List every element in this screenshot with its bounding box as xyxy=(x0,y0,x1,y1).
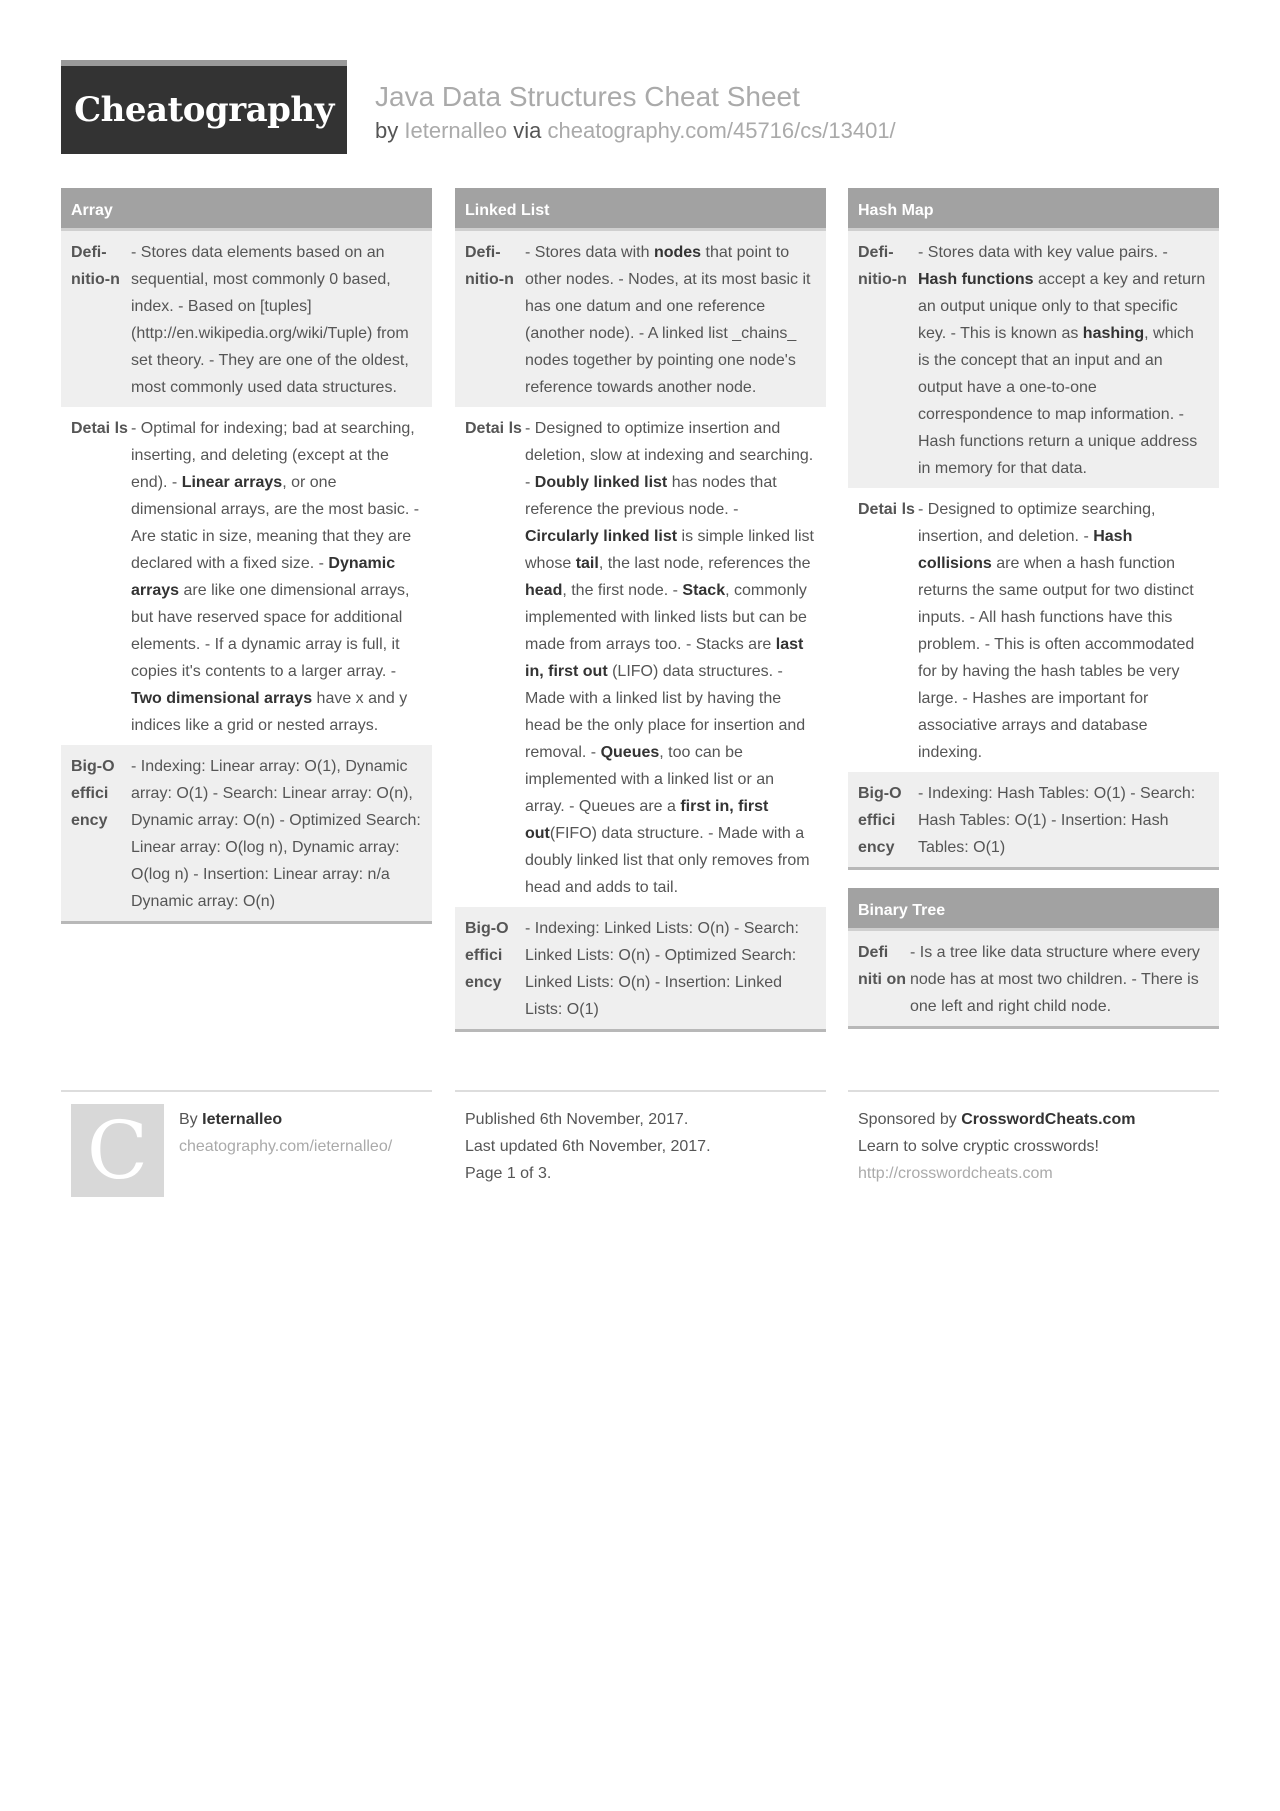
row-text: - Designed to optimize searching, insertion, and deletion. - Hash collisions are when a hash function returns the same output for two distinct inputs. - All hash functions have this problem. - This is often accommodated for by having the hash tables be very large. - Hashes are important for associative arrays and database indexing. xyxy=(918,501,1195,761)
row-text: - Stores data with nodes that point to other nodes. - Nodes, at its most basic it has one datum and one reference (another node). - A linked list _chains_ nodes together by pointing one node's reference towards another node. xyxy=(525,244,811,396)
card-title: Linked List xyxy=(455,188,826,231)
row-label: Detai ls xyxy=(71,420,128,437)
table-row xyxy=(61,745,432,921)
page-number: Page 1 of 3. xyxy=(465,1165,552,1182)
card-array xyxy=(61,188,432,924)
logo[interactable] xyxy=(61,60,347,154)
table-row xyxy=(61,407,432,745)
page-title: Java Data Structures Cheat Sheet xyxy=(375,81,800,112)
by-word: By xyxy=(179,1111,198,1128)
row-label: Defi-nitio-n xyxy=(465,244,514,288)
footer-dates xyxy=(455,1090,826,1187)
by-word: by xyxy=(375,118,399,143)
table-row xyxy=(848,772,1219,867)
row-label: Detai ls xyxy=(465,420,522,437)
title-block xyxy=(375,80,896,146)
row-label: Big-O effici ency xyxy=(858,785,902,856)
row-label: Detai ls xyxy=(858,501,915,518)
column-1 xyxy=(61,188,432,942)
sponsored-by-label: Sponsored by xyxy=(858,1111,957,1128)
footer-author-url[interactable]: cheatography.com/ieternalleo/ xyxy=(179,1138,393,1155)
avatar[interactable] xyxy=(71,1104,164,1197)
sponsor-url[interactable]: http://crosswordcheats.com xyxy=(858,1165,1053,1182)
row-label: Defi-nitio-n xyxy=(71,244,120,288)
table-row xyxy=(455,907,826,1029)
row-text: - Indexing: Linear array: O(1), Dynamic array: O(1) - Search: Linear array: O(n), Dynamic array: O(n) - Optimized Search: Linear array: O(log n), Dynamic array: O(log n) - Insertion: Linear array: n/a Dynamic array: O(n) xyxy=(131,758,421,910)
card-title: Array xyxy=(61,188,432,231)
sponsor-link[interactable]: CrosswordCheats.com xyxy=(961,1111,1136,1128)
footer-author xyxy=(61,1090,432,1210)
logo-text: Cheatography xyxy=(74,90,334,130)
row-text: - Optimal for indexing; bad at searching, inserting, and deleting (except at the end). - Linear arrays, or one dimensional arrays, are the most basic. - Are static in size, meaning that they are declared with a fixed size. - Dynamic arrays are like one dimensional arrays, but have reserved space for additional elements. - If a dynamic array is full, it copies it's contents to a larger array. - Two dimensional arrays have x and y indices like a grid or nested arrays. xyxy=(131,420,420,734)
row-text: - Designed to optimize insertion and deletion, slow at indexing and searching. - Doubly linked list has nodes that reference the previous node. - Circularly linked list is simple linked list whose tail, the last node, references the head, the first node. - Stack, commonly implemented with linked lists but can be made from arrays too. - Stacks are last in, first out (LIFO) data structures. - Made with a linked list by having the head be the only place for insertion and removal. - Queues, too can be implemented with a linked list or an array. - Queues are a first in, first out(FIFO) data structure. - Made with a doubly linked list that only removes from head and adds to tail. xyxy=(525,420,814,896)
card-linked-list xyxy=(455,188,826,1032)
footer-sponsor xyxy=(848,1090,1219,1187)
card-hash-map xyxy=(848,188,1219,870)
card-title: Hash Map xyxy=(848,188,1219,231)
sponsor-tagline: Learn to solve cryptic crosswords! xyxy=(858,1138,1099,1155)
row-text: - Stores data elements based on an sequential, most commonly 0 based, index. - Based on [tuples] (http://en.wikipedia.org/wiki/Tuple) from set theory. - They are one of the oldest, most commonly used data structures. xyxy=(131,244,409,396)
row-label: Defi-nitio-n xyxy=(858,244,907,288)
footer-author-link[interactable]: Ieternalleo xyxy=(202,1111,283,1128)
row-text: - Stores data with key value pairs. - Hash functions accept a key and return an output unique only to that specific key. - This is known as hashing, which is the concept that an input and an output have a one-to-one correspondence to map information. - Hash functions return a unique address in memory for that data. xyxy=(918,244,1206,477)
via-word: via xyxy=(513,118,542,143)
card-title: Binary Tree xyxy=(848,888,1219,931)
table-row xyxy=(61,231,432,407)
row-label: Big-O effici ency xyxy=(71,758,115,829)
card-binary-tree xyxy=(848,888,1219,1029)
column-2 xyxy=(455,188,826,1050)
row-label: Defi niti on xyxy=(858,944,906,988)
table-row xyxy=(848,931,1219,1026)
sheet-url-link[interactable]: cheatography.com/45716/cs/13401/ xyxy=(547,118,896,143)
row-text: - Indexing: Hash Tables: O(1) - Search: Hash Tables: O(1) - Insertion: Hash Tables: O(1) xyxy=(918,785,1196,856)
byline xyxy=(375,116,896,146)
author-link[interactable]: Ieternalleo xyxy=(404,118,508,143)
column-3 xyxy=(848,188,1219,1047)
published-date: Published 6th November, 2017. xyxy=(465,1111,689,1128)
row-label: Big-O effici ency xyxy=(465,920,509,991)
row-text: - Is a tree like data structure where every node has at most two children. - There is one left and right child node. xyxy=(910,944,1200,1015)
table-row xyxy=(848,231,1219,488)
table-row xyxy=(455,407,826,907)
updated-date: Last updated 6th November, 2017. xyxy=(465,1138,711,1155)
author-info xyxy=(179,1106,432,1160)
table-row xyxy=(848,488,1219,772)
avatar-letter: C xyxy=(86,1103,149,1197)
row-text: - Indexing: Linked Lists: O(n) - Search: Linked Lists: O(n) - Optimized Search: Linked Lists: O(n) - Insertion: Linked Lists: O(1) xyxy=(525,920,799,1018)
table-row xyxy=(455,231,826,407)
